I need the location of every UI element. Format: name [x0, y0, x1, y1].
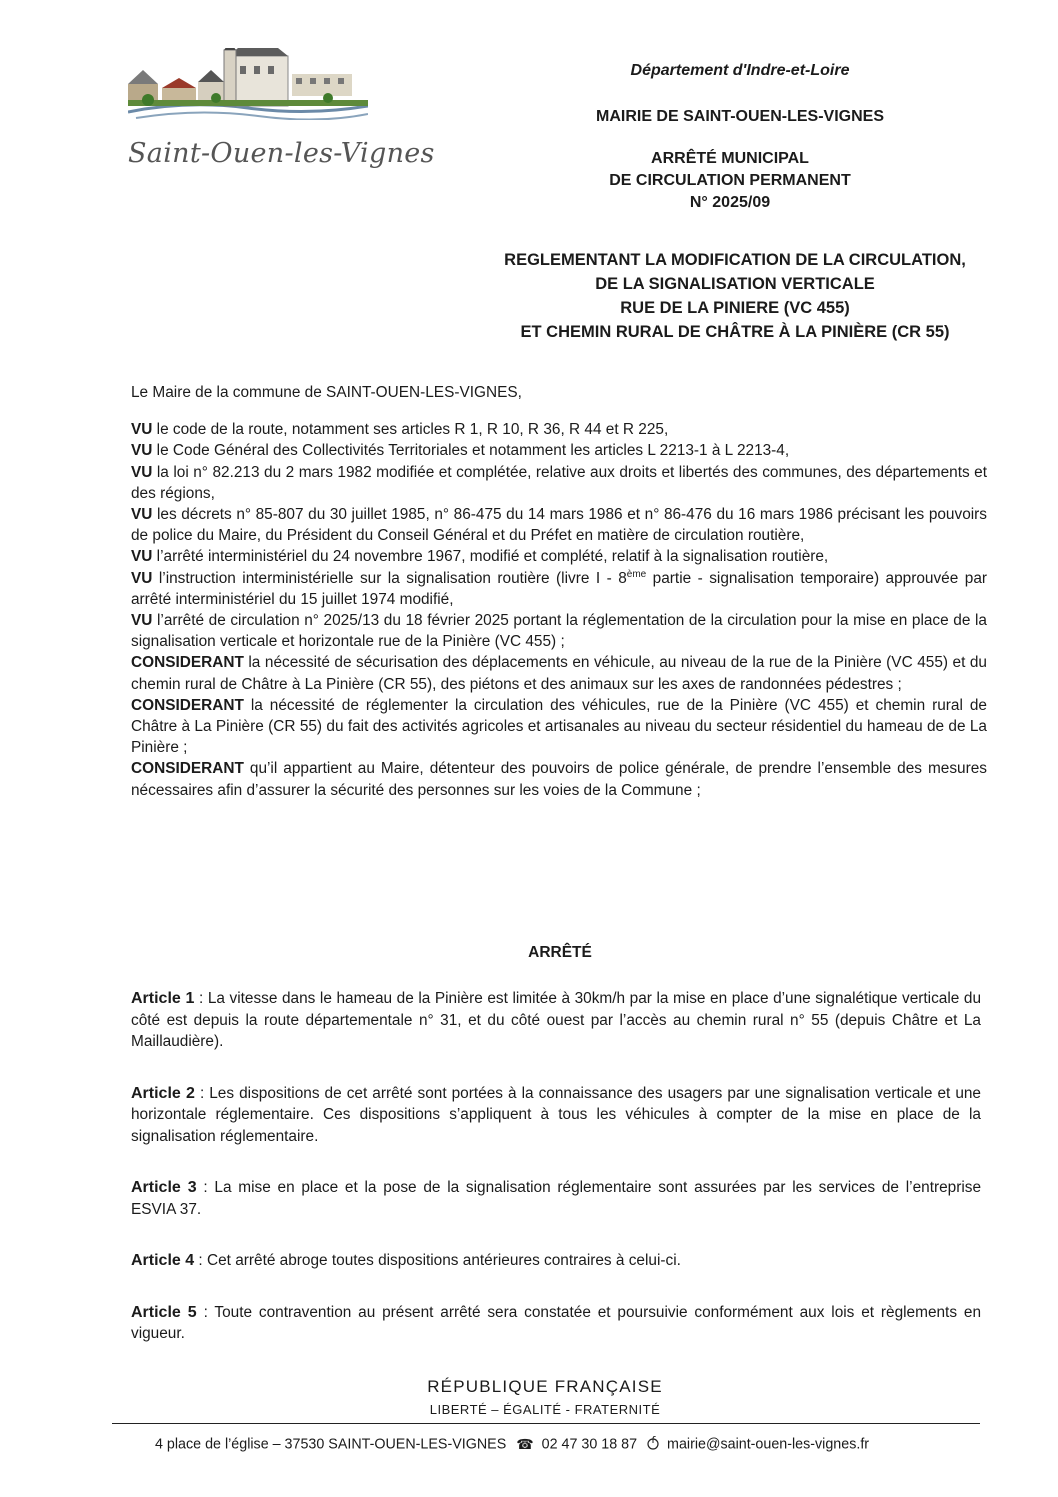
- consideration-key: VU: [131, 548, 153, 566]
- consideration: [131, 568, 987, 610]
- article: [131, 1177, 981, 1220]
- article: [131, 1083, 981, 1148]
- consideration-text: le Code Général des Collectivités Territoriales et notamment les articles L 2213-1 à L 2213-4,: [152, 442, 790, 460]
- article-label: Article 3: [131, 1179, 197, 1196]
- footer-divider: [112, 1423, 980, 1424]
- consideration-text: l’arrêté interministériel du 24 novembre 1967, modifié et complété, relatif à la signalisation routière,: [152, 548, 829, 566]
- article-text: : Cet arrêté abroge toutes dispositions antérieures contraires à celui-ci.: [194, 1252, 681, 1269]
- consideration-key: VU: [131, 442, 153, 460]
- town-script-name: Saint-Ouen-les-Vignes: [128, 138, 435, 169]
- phone-number: 02 47 30 18 87: [541, 1436, 638, 1453]
- arrete-title-line1: ARRÊTÉ MUNICIPAL: [651, 150, 809, 167]
- consideration-key: VU: [131, 463, 153, 481]
- article-label: Article 4: [131, 1252, 195, 1269]
- preamble: [131, 382, 987, 801]
- article-text: : Les dispositions de cet arrêté sont portées à la connaissance des usagers par une signalisation verticale et une horizontale réglementaire. Ces dispositions s’appliquent à tous les véhicules à compter de la mise en place de la signalisation réglementaire.: [131, 1084, 981, 1145]
- intro-line: Le Maire de la commune de SAINT-OUEN-LES-VIGNES,: [131, 384, 522, 401]
- consideration-text: la nécessité de réglementer la circulation des véhicules, rue de la Pinière (VC 455) et chemin rural de Châtre à La Pinière (CR 55) du fait des activités agricoles et artisanales au niveau du secteur résidentiel du hameau de de La Pinière ;: [131, 696, 987, 757]
- consideration-key: CONSIDERANT: [131, 696, 244, 714]
- consideration: [131, 504, 987, 546]
- phone-icon: ☎: [516, 1436, 534, 1452]
- article-text: : La mise en place et la pose de la signalisation réglementaire sont assurées par les services de l’entreprise ESVIA 37.: [131, 1179, 982, 1218]
- consideration: [131, 546, 987, 567]
- consideration-text: partie - signalisation temporaire) approuvée par arrêté interministériel du 15 juillet 1974 modifié,: [131, 569, 988, 608]
- mairie-name: MAIRIE DE SAINT-OUEN-LES-VIGNES: [595, 108, 885, 125]
- article: [131, 1302, 981, 1345]
- article-label: Article 5: [131, 1303, 197, 1321]
- consideration-key: VU: [131, 569, 153, 587]
- republic-title: RÉPUBLIQUE FRANÇAISE: [427, 1377, 663, 1396]
- consideration: [131, 462, 987, 504]
- consideration-text: la nécessité de sécurisation des déplacements en véhicule, au niveau de la rue de la Pinière (VC 455) et du chemin rural de Châtre à La Pinière (CR 55), des piétons et des animaux sur les axes de randonnées pédestres ;: [131, 654, 987, 693]
- consideration-text: l’arrêté de circulation n° 2025/13 du 18 février 2025 portant la réglementation de la circulation pour la mise en place de la signalisation verticale et horizontale rue de la Pinière (VC 455) ;: [131, 612, 987, 651]
- superscript: ème: [626, 568, 647, 580]
- consideration: [131, 652, 987, 694]
- subject-line: REGLEMENTANT LA MODIFICATION DE LA CIRCULATION,: [504, 251, 966, 269]
- consideration-key: VU: [131, 612, 153, 630]
- subject-line: DE LA SIGNALISATION VERTICALE: [595, 275, 875, 293]
- arrete-title-line2: DE CIRCULATION PERMANENT: [609, 172, 851, 189]
- mouse-icon-glyph: [647, 1436, 659, 1450]
- arrete-number: N° 2025/09: [689, 194, 771, 211]
- consideration: [131, 695, 987, 759]
- consideration-text: la loi n° 82.213 du 2 mars 1982 modifiée et complétée, relative aux droits et libertés des communes, des départements et des régions,: [131, 463, 987, 502]
- consideration: [131, 758, 987, 800]
- article-label: Article 1: [131, 990, 195, 1007]
- mouse-icon: [647, 1436, 659, 1453]
- republic-motto: LIBERTÉ – ÉGALITÉ - FRATERNITÉ: [429, 1402, 661, 1417]
- consideration-key: CONSIDERANT: [131, 760, 244, 778]
- village-illustration: [128, 48, 368, 120]
- article-label: Article 2: [131, 1084, 195, 1102]
- contact-line: [155, 1436, 955, 1453]
- consideration-text: le code de la route, notamment ses articles R 1, R 10, R 36, R 44 et R 225,: [152, 421, 669, 439]
- arrete-title: [560, 148, 900, 214]
- article: [131, 1250, 981, 1272]
- decision-heading: ARRÊTÉ: [528, 944, 592, 961]
- consideration: [131, 419, 987, 440]
- address: 4 place de l’église – 37530 SAINT-OUEN-LES-VIGNES: [155, 1436, 507, 1453]
- consideration: [131, 440, 987, 461]
- subject-line: RUE DE LA PINIERE (VC 455): [620, 299, 850, 317]
- articles: [131, 988, 981, 1375]
- consideration-key: VU: [131, 506, 153, 524]
- arrete-subject: [440, 248, 1030, 344]
- consideration-text: les décrets n° 85-807 du 30 juillet 1985, n° 86-475 du 14 mars 1986 et n° 86-476 du 16 mars 1986 précisant les pouvoirs de police du Maire, du Président du Conseil Général et du Préfet en matière de circulation routière,: [131, 506, 987, 545]
- consideration-key: VU: [131, 421, 153, 439]
- article: [131, 988, 981, 1053]
- email-address: mairie@saint-ouen-les-vignes.fr: [667, 1436, 870, 1453]
- department-name: Département d'Indre-et-Loire: [630, 62, 850, 79]
- subject-line: ET CHEMIN RURAL DE CHÂTRE À LA PINIÈRE (CR 55): [520, 323, 950, 341]
- article-text: : La vitesse dans le hameau de la Pinière est limitée à 30km/h par la mise en place d’une signalétique verticale du côté est depuis la route départementale n° 31, et du côté ouest par l’accès au chemin rural n° 55 (depuis Châtre et La Maillaudière).: [131, 990, 982, 1050]
- consideration-text: l’instruction interministérielle sur la signalisation routière (livre I - 8: [152, 569, 627, 587]
- town-logo: [128, 48, 435, 198]
- consideration: [131, 610, 987, 652]
- article-text: : Toute contravention au présent arrêté sera constatée et poursuivie conformément aux lois et règlements en vigueur.: [131, 1303, 981, 1342]
- consideration-text: qu’il appartient au Maire, détenteur des pouvoirs de police générale, de prendre l’ensemble des mesures nécessaires afin d’assurer la sécurité des personnes sur les voies de la Commune ;: [131, 760, 987, 799]
- consideration-key: CONSIDERANT: [131, 654, 244, 672]
